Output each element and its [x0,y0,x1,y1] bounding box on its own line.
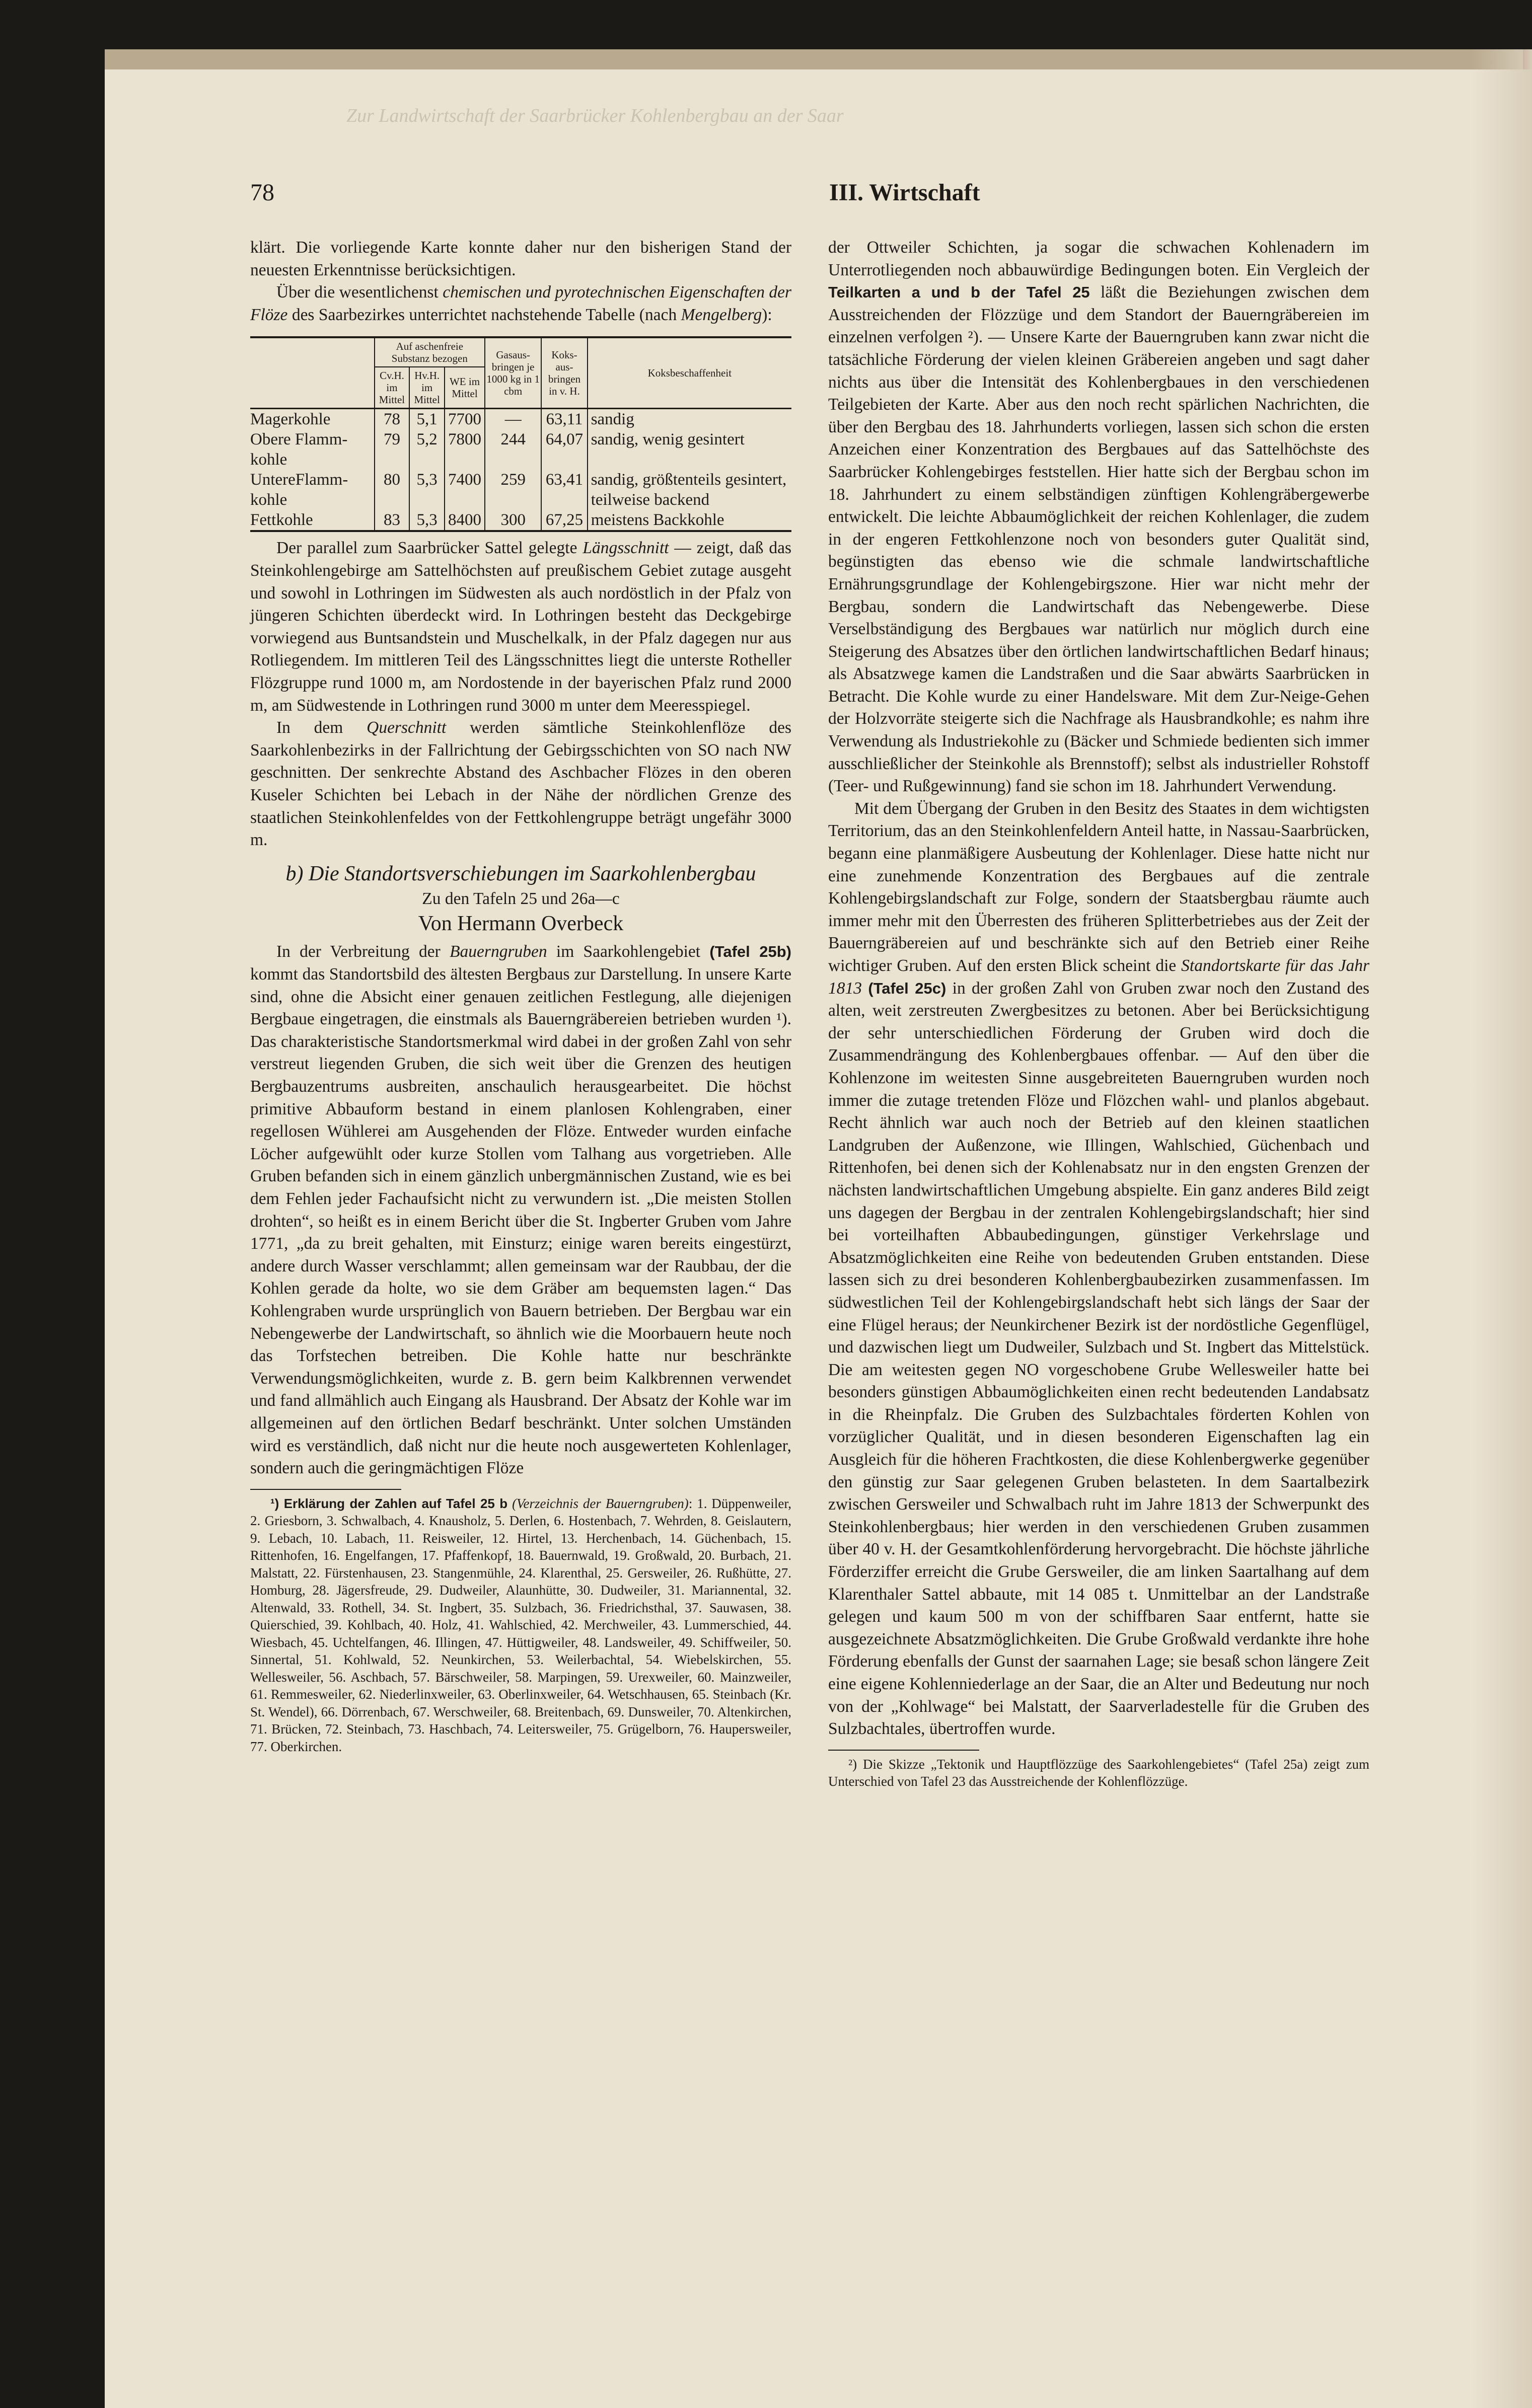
cell-we: 8400 [445,510,485,531]
cell-h: 5,3 [409,510,445,531]
cell-koks: 63,11 [541,409,587,430]
table-row [250,429,791,470]
cell-desc: sandig, größtenteils gesintert, teilweise backend [588,470,791,510]
table-header-group: Auf aschenfreie Substanz bezogen [375,337,485,367]
cell-gas: — [485,409,541,430]
footnote-2: ²) Die Skizze „Tektonik und Hauptflözzüge des Saarkohlengebietes“ (Tafel 25a) zeigt zum Unterschied von Tafel 23 das Ausstreichende der Kohlenflözzüge. [828,1756,1369,1789]
running-title: III. Wirtschaft [829,179,980,206]
cell-c: 83 [375,510,410,531]
table-header-koks: Koks-aus-bringen in v. H. [541,337,587,409]
cell-desc: meistens Backkohle [588,510,791,531]
cell-koks: 64,07 [541,429,587,470]
author-line: Von Hermann Overbeck [418,912,624,935]
footnote-rule [828,1750,979,1751]
cell-koks: 63,41 [541,470,587,510]
section-title: b) Die Standortsverschiebungen im Saarkohlenbergbau [285,862,756,885]
cell-gas: 259 [485,470,541,510]
table-header-h: Hv.H. im Mittel [409,367,445,409]
cell-h: 5,1 [409,409,445,430]
table-header-we: WE im Mittel [445,367,485,409]
cell-we: 7400 [445,470,485,510]
cell-c: 79 [375,429,410,470]
cell-c: 80 [375,470,410,510]
footnote-rule [250,1489,401,1490]
paragraph: Über die wesentlichenst chemischen und pyrotechnischen Eigenschaften der Flöze des Saarbezirkes unterrichtet nachstehende Tabelle (nach Mengelberg): [250,283,791,324]
cell-name: UntereFlamm-kohle [250,471,348,509]
section-subtitle: Zu den Tafeln 25 und 26a—c [422,889,620,909]
paragraph: Der parallel zum Saarbrücker Sattel gelegte Längsschnitt — zeigt, daß das Steinkohlengebirge am Sattelhöchsten auf preußischem Gebiet zutage ausgeht und sowohl in Lothringen im Südwesten als auch nordöstlich in der Pfalz von jüngeren Schichten überdeckt wird. In Lothringen besteht das Deckgebirge vorwiegend aus Buntsandstein und Muschelkalk, in der Pfalz dagegen nur aus Rotliegendem. Im mittleren Teil des Längsschnittes liegt die unterste Rotheller Flözgruppe rund 1000 m, am Nordostende in der bayerischen Pfalz rund 2000 m, am Südwestende in Lothringen rund 3000 m unter dem Meeresspiegel. [250,539,791,715]
page-number: 78 [250,179,274,206]
cell-c: 78 [375,409,410,430]
table-row [250,510,791,531]
right-column [828,237,1369,1790]
cell-h: 5,3 [409,470,445,510]
paragraph: Mit dem Übergang der Gruben in den Besitz des Staates in dem wichtigsten Territorium, das an den Steinkohlenfeldern Anteil hatte, in Nassau-Saarbrücken, begann eine planmäßigere Ausbeutung der Kohlenlager. Diese hatte nicht nur eine zunehmende Konzentration des Bergbaues auf die zentrale Kohlengebirgslandschaft zur Folge, sondern der Staatsbergbau räumte auch immer mehr mit den Überresten des früheren Splitterbetriebes aus der Zeit der Bauerngräbereien auf und beschränkte sich auf den Betrieb einer Reihe wichtiger Gruben. Auf den ersten Blick scheint die Standortskarte für das Jahr 1813 (Tafel 25c) in der großen Zahl von Gruben zwar noch den Zustand des alten, weit zerstreuten Zwergbesitzes zu betonen. Aber bei Berücksichtigung der sehr unterschiedlichen Förderung der Gruben wird doch die Zusammendrängung des Kohlenbergbaues offenbar. — Auf den über die Kohlenzone im weitesten Sinne ausgebreiteten Bauerngruben wurden noch immer die zutage tretenden Flöze und Flözchen wahl- und planlos abgebaut. Recht ähnlich war auch noch der Betrieb auf den kleinen staatlichen Landgruben der Außenzone, wie Illingen, Wahlschied, Güchenbach und Rittenhofen, bei denen sich der Kohlenabsatz nur in den engsten Grenzen der nächsten landwirtschaftlichen Umgebung abspielte. Ein ganz anderes Bild zeigt uns dagegen der Bergbau in der zentralen Kohlengebirgslandschaft; hier sind bei vorteilhaften Abbaubedingungen, günstiger Verkehrslage und Absatzmöglichkeiten eine Reihe von bedeutenden Gruben entstanden. Diese lassen sich zu drei besonderen Kohlenbergbaubezirken zusammenfassen. Im südwestlichen Teil der Kohlengebirgslandschaft hebt sich längs der Saar der eine Flügel heraus; der Neunkirchener Bezirk ist der nordöstliche Gegenflügel, und dazwischen liegt um Dudweiler, Sulzbach und St. Ingbert das Mittelstück. Die am weitesten gegen NO vorgeschobene Grube Wellesweiler hatte bei besonders günstigen Abbaumöglichkeiten einen recht bedeutenden Landabsatz in die Rheinpfalz. Die Gruben des Sulzbachtales förderten Kohlen von vorzüglicher Qualität, und in diesen besonderen Eigenschaften lag ein Ausgleich für die höheren Frachtkosten, die diese Kohlenbergwerke gegenüber den günstig zur Saar gelegenen Gruben belasteten. In dem Saartalbezirk zwischen Gersweiler und Schwalbach ruht im Jahre 1813 der Schwerpunkt des Steinkohlenbergbaus; hier werden in den verschiedenen Gruben zusammen über 40 v. H. der Gesamtkohlenförderung hervorgebracht. Die höchste jährliche Förderziffer erreicht die Grube Gersweiler, die am linken Saartalhang auf dem Klarenthaler Sattel abbaute, mit 14 085 t. Unmittelbar an der Landstraße gelegen und kaum 500 m von der schiffbaren Saar entfernt, hatte sie ausgezeichnete Absatzmöglichkeiten. Die Grube Großwald verdankte ihre hohe Förderung ebenfalls der Gunst der saarnahen Lage; sie besaß schon längere Zeit eine eigene Kohlenniederlage an der Saar, die an Alter und Bedeutung nur noch von der „Kohlwage“ bei Malstatt, der Saarverladestelle für die Gruben des Sulzbachtales, übertroffen wurde. [828,799,1369,1739]
cell-desc: sandig, wenig gesintert [588,429,791,470]
page-gutter-shadow [1472,49,1532,2408]
table-row [250,409,791,430]
running-header [250,179,1468,214]
cell-koks: 67,25 [541,510,587,531]
paragraph: In der Verbreitung der Bauerngruben im Saarkohlengebiet (Tafel 25b) kommt das Standortsbild des ältesten Bergbaus zur Darstellung. In unsere Karte sind, ohne die Absicht einer genauen zeitlichen Festlegung, alle diejenigen Bergbaue eingetragen, die einstmals als Bauerngräbereien betrieben wurden ¹). Das charakteristische Standortsmerkmal wird dabei in der großen Zahl von sehr verstreut liegenden Gruben, die sich weit über die Grenzen des heutigen Bergbauzentrums ausbreiten, anschaulich herausgearbeitet. Die höchst primitive Abbauform bestand in einem planlosen Kohlengraben, einer regellosen Wühlerei am Ausgehenden der Flöze. Entweder wurden einfache Löcher aufgewühlt oder kurze Stollen vom Talhang aus vorgetrieben. Alle Gruben befanden sich in einem gänzlich unbergmännischen Zustand, wie es bei dem Fehlen jeder Fachaufsicht nicht zu verwundern ist. „Die meisten Stollen drohten“, so heißt es in einem Bericht über die St. Ingberter Gruben vom Jahre 1771, „da zu breit gehalten, mit Einsturz; einige waren bereits eingestürzt, andere durch Wasser verschlammt; allen gemeinsam war der Raubbau, der die Kohlen gerade da holte, wo sie dem Gräber am bequemsten lagen.“ Das Kohlengraben wurde ursprünglich von Bauern betrieben. Der Bergbau war ein Nebengewerbe der Landwirtschaft, so ähnlich wie die Moorbauern heute noch das Torfstechen betreiben. Die Kohle hatte nur beschränkte Verwendungsmöglichkeiten, wurde z. B. gern beim Kalkbrennen verwendet und fand allmählich auch Eingang als Hausbrand. Der Absatz der Kohle war im allgemeinen auf den örtlichen Bedarf beschränkt. Unter solchen Umständen wird es verständlich, daß nicht nur die heute noch ausgewerteten Kohlenlager, sondern auch die geringmächtigen Flöze [250,942,792,1478]
cell-name: Obere Flamm-kohle [250,430,348,469]
cell-we: 7800 [445,429,485,470]
table-header-gas: Gasaus-bringen je 1000 kg in 1 cbm [485,337,541,409]
table-row [250,470,791,510]
table-header-c: Cv.H. im Mittel [375,367,410,409]
paragraph: In dem Querschnitt werden sämtliche Steinkohlenflöze des Saarkohlenbezirks in der Fallrichtung der Gebirgsschichten von SO nach NW geschnitten. Der senkrechte Abstand des Aschbacher Flözes in den oberen Kuseler Schichten bei Lebach in der Nähe der nördlichen Grenze des staatlichen Steinkohlenfeldes von der Fettkohlengruppe beträgt ungefähr 3000 m. [250,718,791,850]
cell-name: Fettkohle [250,510,375,531]
cell-we: 7700 [445,409,485,430]
table-header-blank [250,337,375,409]
coal-properties-table [250,336,791,532]
cell-gas: 300 [485,510,541,531]
paragraph: der Ottweiler Schichten, ja sogar die schwachen Kohlenadern im Unterrotliegenden noch abbauwürdige Bedingungen boten. Ein Vergleich der Teilkarten a und b der Tafel 25 läßt die Beziehungen zwischen dem Ausstreichenden der Flözzüge und dem Standort der Bauerngräbereien im einzelnen verfolgen ²). — Unsere Karte der Bauerngruben kann zwar nicht die tatsächliche Förderung der vielen kleinen Gräbereien angeben und sagt daher nichts aus über die Intensität des Kohlenbergbaues in den verschiedenen Teilgebieten der Karte. Aber aus den noch recht spärlichen Nachrichten, die über den Bergbau des 18. Jahrhunderts vorliegen, lassen sich schon die ersten Anzeichen einer Konzentration des Bergbaues auf das Sattelhöchste des Saarbrücker Kohlengebirges feststellen. Hier hatte sich der Bergbau schon im 18. Jahrhundert zu einem selbständigen zünftigen Kohlengräbergewerbe entwickelt. Die leichte Abbaumöglichkeit der reichen Kohlenlager, die zudem in der engeren Fettkohlenzone noch von besonders guter Qualität sind, begünstigten das ebenso wie die schmale landwirtschaftliche Ernährungsgrundlage der Kohlengebirgszone. Hier war nicht mehr der Bergbau, sondern die Landwirtschaft das Nebengewerbe. Diese Verselbständigung des Bergbaues war natürlich nur möglich durch eine Steigerung des Absatzes über den örtlichen landwirtschaftlichen Bedarf hinaus; als Absatzwege kamen die Landstraßen und die Saar abwärts Saarbrücken in Betracht. Die Kohle wurde zu einer Handelsware. Mit dem Zur-Neige-Gehen der Holzvorräte steigerte sich die Nachfrage als Hausbrandkohle; es nahm ihre Verwendung als Industriekohle zu (Bäcker und Schmiede bedienten sich immer ausschließlicher der Steinkohle als Brennstoff); selbst als industrieller Rohstoff (Teer- und Rußgewinnung) fand sie schon im 18. Jahrhundert Verwendung. [828,238,1369,796]
left-column [250,237,791,1755]
cell-name: Magerkohle [250,410,331,429]
footnote-1: ¹) Erklärung der Zahlen auf Tafel 25 b (Verzeichnis der Bauerngruben): 1. Düppenweiler, 2. Griesborn, 3. Schwalbach, 4. Knausholz, 5. Derlen, 6. Hostenbach, 7. Wehrden, 8. Geislautern, 9. Lebach, 10. Labach, 11. Reisweiler, 12. Hirtel, 13. Herchenbach, 14. Güchenbach, 15. Rittenhofen, 16. Engelfangen, 17. Pfaffenkopf, 18. Bauernwald, 19. Großwald, 20. Burbach, 21. Malstatt, 22. Fürstenhausen, 23. Stangenmühle, 24. Klarenthal, 25. Gersweiler, 26. Rußhütte, 27. Homburg, 28. Jägersfreude, 29. Dudweiler, Alaunhütte, 30. Dudweiler, 31. Mariannental, 32. Altenwald, 33. Rothell, 34. St. Ingbert, 35. Sulzbach, 36. Friedrichsthal, 37. Sauwasen, 38. Quierschied, 39. Kohlbach, 40. Holz, 41. Wahlschied, 42. Merchweiler, 43. Lummerschied, 44. Wiesbach, 45. Uchtelfangen, 46. Illingen, 47. Hüttigweiler, 48. Landsweiler, 49. Schiffweiler, 50. Sinnertal, 51. Kohlwald, 52. Neunkirchen, 53. Weilerbachtal, 54. Wiebelskirchen, 55. Wellesweiler, 56. Aschbach, 57. Bärschweiler, 58. Marpingen, 59. Urexweiler, 60. Mainzweiler, 61. Remmesweiler, 62. Niederlinxweiler, 63. Oberlinxweiler, 64. Wetschhausen, 65. Steinbach (Kr. St. Wendel), 66. Dörrenbach, 67. Werschweiler, 68. Breitenbach, 69. Dunsweiler, 70. Altenkirchen, 71. Brücken, 72. Steinbach, 73. Haschbach, 74. Leitersweiler, 75. Grügelborn, 76. Haupersweiler, 77. Oberkirchen. [250,1495,791,1754]
page-content [250,179,1468,1789]
show-through-text: Zur Landwirtschaft der Saarbrücker Kohlenbergbau an der Saar [346,105,844,126]
cell-desc: sandig [588,409,791,430]
cell-gas: 244 [485,429,541,470]
table-header-desc: Koksbeschaffenheit [588,337,791,409]
cell-h: 5,2 [409,429,445,470]
paragraph: klärt. Die vorliegende Karte konnte daher nur den bisherigen Stand der neuesten Erkenntnisse berücksichtigen. [250,238,791,279]
page-top-edge [105,49,1532,69]
